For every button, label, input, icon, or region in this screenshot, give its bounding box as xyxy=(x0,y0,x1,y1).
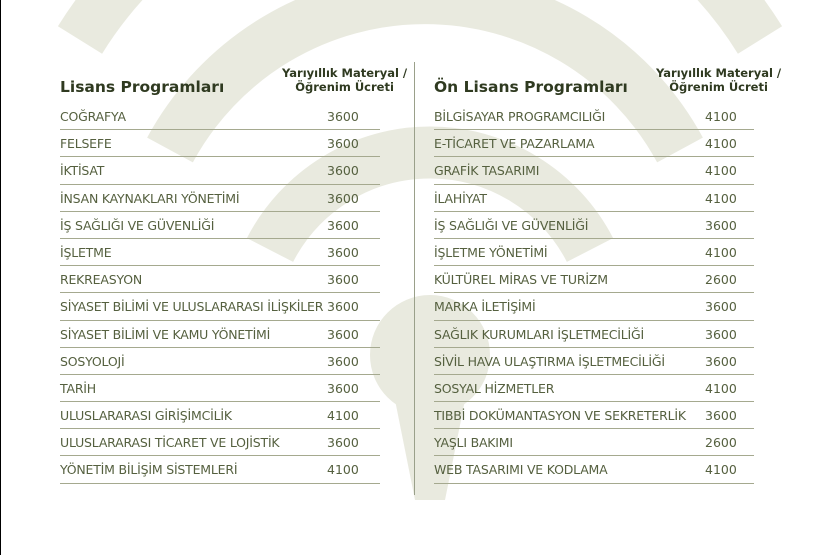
table-row xyxy=(60,103,380,130)
onlisans-fee-header-line2: Öğrenim Ücreti xyxy=(669,80,768,94)
program-fee: 3600 xyxy=(705,353,737,369)
table-row xyxy=(434,239,754,266)
program-name: FELSEFE xyxy=(60,136,112,152)
table-row xyxy=(60,212,380,239)
program-name: İKTİSAT xyxy=(60,163,105,179)
lisans-fee-header-line2: Öğrenim Ücreti xyxy=(295,80,394,94)
program-fee: 3600 xyxy=(705,217,737,233)
program-fee: 3600 xyxy=(327,163,359,179)
lisans-rows xyxy=(60,103,380,484)
program-name: YÖNETİM BİLİŞİM SİSTEMLERİ xyxy=(60,462,238,478)
program-fee: 3600 xyxy=(327,109,359,124)
table-row xyxy=(60,429,380,456)
program-name: GRAFİK TASARIMI xyxy=(434,163,540,179)
program-fee: 4100 xyxy=(705,462,737,478)
program-name: BİLGİSAYAR PROGRAMCILIĞI xyxy=(434,109,606,124)
onlisans-fee-header-line1: Yarıyıllık Materyal / xyxy=(656,66,782,80)
program-fee: 3600 xyxy=(705,326,737,342)
program-name: SOSYOLOJİ xyxy=(60,353,125,369)
lisans-fee-header-line1: Yarıyıllık Materyal / xyxy=(282,66,408,80)
program-fee: 3600 xyxy=(327,435,359,451)
program-fee: 4100 xyxy=(705,380,737,396)
table-row xyxy=(434,266,754,293)
program-name: TIBBİ DOKÜMANTASYON VE SEKRETERLİK xyxy=(434,408,686,424)
onlisans-fee-header xyxy=(656,66,781,94)
table-row xyxy=(60,456,380,483)
program-name: SİVİL HAVA ULAŞTIRMA İŞLETMECİLİĞİ xyxy=(434,353,665,369)
program-name: MARKA İLETİŞİMİ xyxy=(434,299,536,315)
program-fee: 2600 xyxy=(705,435,737,451)
program-fee: 4100 xyxy=(705,190,737,206)
program-name: İLAHİYAT xyxy=(434,190,487,206)
table-row xyxy=(434,103,754,130)
program-name: SOSYAL HİZMETLER xyxy=(434,380,555,396)
program-fee: 3600 xyxy=(327,244,359,260)
program-name: TARİH xyxy=(60,380,96,396)
program-name: SİYASET BİLİMİ VE ULUSLARARASI İLİŞKİLER xyxy=(60,299,324,315)
program-fee: 4100 xyxy=(705,163,737,179)
table-row xyxy=(434,375,754,402)
onlisans-rows xyxy=(434,103,754,484)
program-fee: 3600 xyxy=(705,408,737,424)
table-row xyxy=(434,212,754,239)
onlisans-title: Ön Lisans Programları xyxy=(434,78,628,96)
program-name: İŞ SAĞLIĞI VE GÜVENLİĞİ xyxy=(434,217,589,233)
program-name: İNSAN KAYNAKLARI YÖNETİMİ xyxy=(60,190,240,206)
program-name: COĞRAFYA xyxy=(60,109,126,124)
table-row xyxy=(434,157,754,184)
table-row xyxy=(434,456,754,483)
table-row xyxy=(60,375,380,402)
program-name: WEB TASARIMI VE KODLAMA xyxy=(434,462,608,478)
program-fee: 4100 xyxy=(705,244,737,260)
table-row xyxy=(60,348,380,375)
program-fee: 4100 xyxy=(705,136,737,152)
program-name: İŞLETME YÖNETİMİ xyxy=(434,244,548,260)
program-name: YAŞLI BAKIMI xyxy=(434,435,513,451)
program-fee: 3600 xyxy=(327,190,359,206)
program-name: İŞLETME xyxy=(60,244,112,260)
table-row xyxy=(434,293,754,320)
table-row xyxy=(434,402,754,429)
program-fee: 3600 xyxy=(705,299,737,315)
table-row xyxy=(60,239,380,266)
program-fee: 4100 xyxy=(705,109,737,124)
program-name: ULUSLARARASI GİRİŞİMCİLİK xyxy=(60,408,232,424)
program-fee: 3600 xyxy=(327,136,359,152)
program-name: SAĞLIK KURUMLARI İŞLETMECİLİĞİ xyxy=(434,326,645,342)
program-fee: 4100 xyxy=(327,408,359,424)
program-fee: 2600 xyxy=(705,272,737,288)
program-name: SİYASET BİLİMİ VE KAMU YÖNETİMİ xyxy=(60,326,271,342)
program-fee: 3600 xyxy=(327,272,359,288)
table-row xyxy=(60,402,380,429)
program-name: REKREASYON xyxy=(60,272,142,288)
table-row xyxy=(60,293,380,320)
program-name: ULUSLARARASI TİCARET VE LOJİSTİK xyxy=(60,435,280,451)
program-name: İŞ SAĞLIĞI VE GÜVENLİĞİ xyxy=(60,217,215,233)
table-row xyxy=(434,130,754,157)
program-fee: 3600 xyxy=(327,217,359,233)
table-row xyxy=(434,321,754,348)
program-fee: 3600 xyxy=(327,326,359,342)
program-fee: 3600 xyxy=(327,380,359,396)
table-row xyxy=(434,429,754,456)
lisans-title: Lisans Programları xyxy=(60,78,225,96)
table-row xyxy=(60,157,380,184)
program-fee: 3600 xyxy=(327,353,359,369)
program-fee: 3600 xyxy=(327,299,359,315)
table-row xyxy=(434,185,754,212)
table-row xyxy=(434,348,754,375)
program-name: E-TİCARET VE PAZARLAMA xyxy=(434,136,595,152)
table-row xyxy=(60,266,380,293)
column-divider xyxy=(414,62,415,495)
lisans-fee-header xyxy=(282,66,407,94)
program-name: KÜLTÜREL MİRAS VE TURİZM xyxy=(434,272,608,288)
table-row xyxy=(60,185,380,212)
table-row xyxy=(60,130,380,157)
table-row xyxy=(60,321,380,348)
program-fee: 4100 xyxy=(327,462,359,478)
